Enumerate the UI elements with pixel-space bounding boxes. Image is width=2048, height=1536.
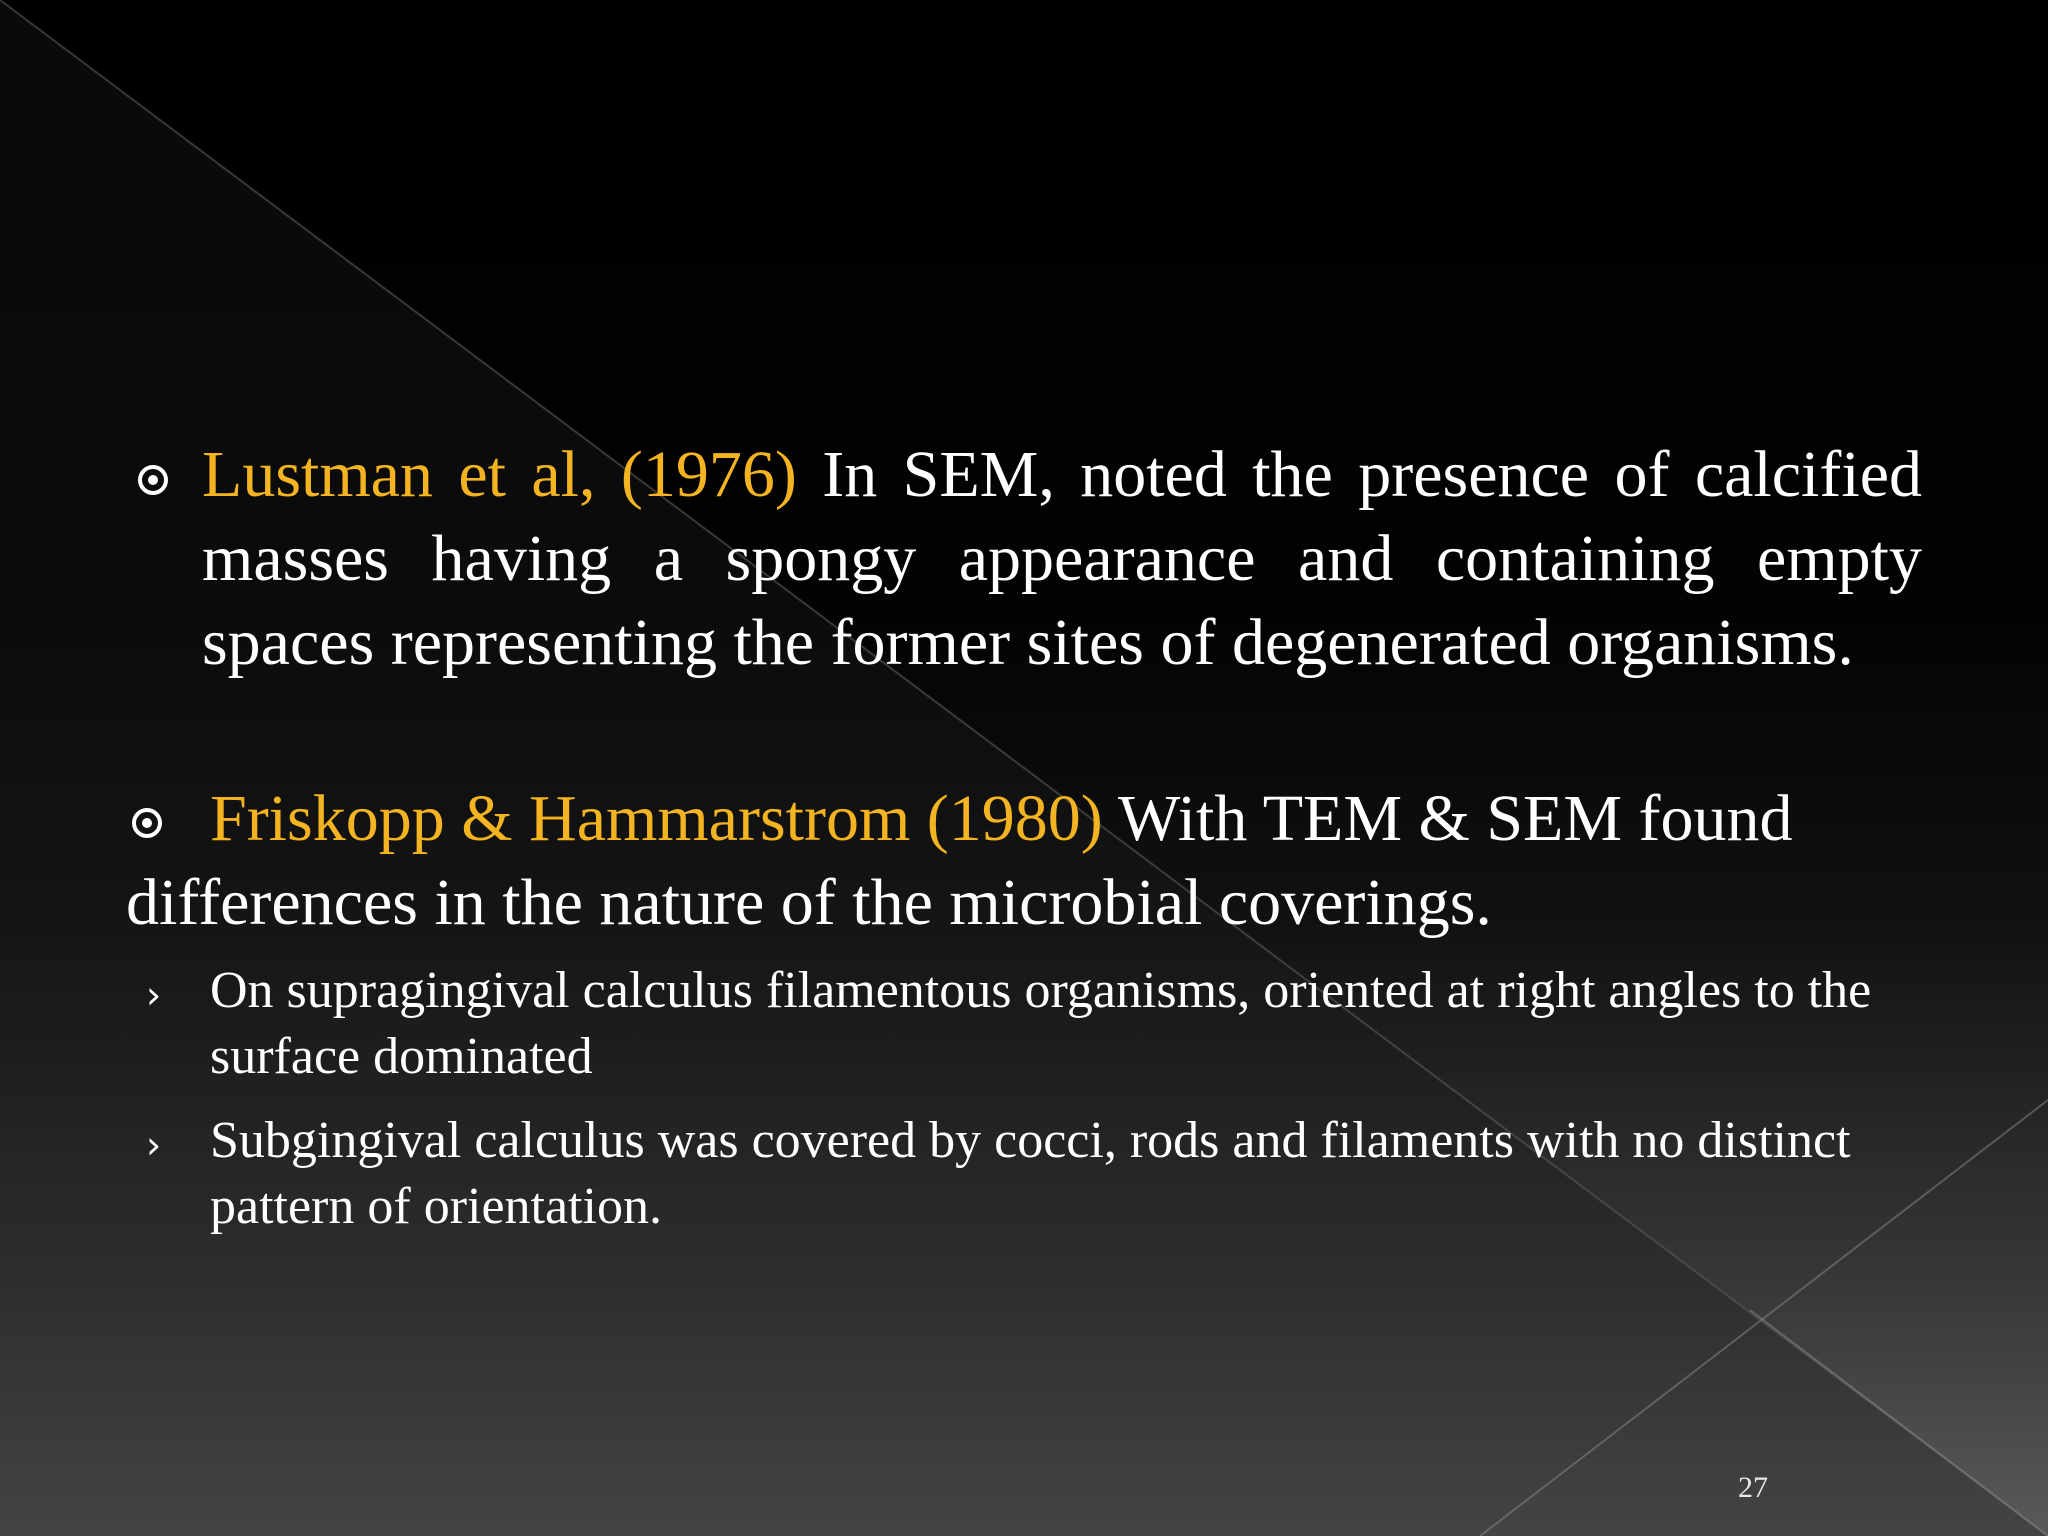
bullet-lustman-line-1	[202, 433, 1922, 517]
chevron-right-icon: ›	[146, 973, 162, 1017]
bullet-friskopp-line-2: differences in the nature of the microbial coverings.	[126, 866, 1492, 939]
citation-friskopp: Friskopp & Hammarstrom (1980)	[210, 782, 1103, 855]
bullet-lustman-line-3: spaces representing the former sites of degenerated organisms.	[202, 606, 1854, 679]
bullet-friskopp-text-1: With TEM & SEM found	[1102, 782, 1793, 855]
subitem-subgingival: Subgingival calculus was covered by cocci, rods and filaments with no distinct pattern of orientation.	[210, 1112, 1851, 1235]
bullet-lustman-line-2: masses having a spongy appearance and containing empty	[202, 522, 1922, 595]
circled-dot-icon	[138, 465, 168, 495]
bullet-friskopp	[126, 777, 1926, 945]
page-number: 27	[1738, 1471, 1768, 1504]
bullet-friskopp-line-1	[126, 777, 1926, 861]
bullet-lustman-text-1: In SEM, noted the presence of calcified	[796, 438, 1923, 511]
bullet-lustman	[202, 433, 1922, 685]
citation-lustman: Lustman et al, (1976)	[202, 438, 797, 511]
subitem-supragingival: On supragingival calculus filamentous organisms, oriented at right angles to the surface dominated	[210, 962, 1872, 1085]
chevron-right-icon: ›	[146, 1123, 162, 1167]
